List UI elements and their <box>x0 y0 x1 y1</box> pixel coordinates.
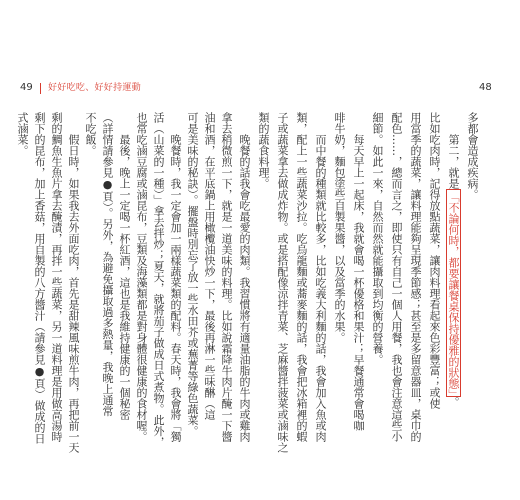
text-column: 每天早上一起床，我就會喝一杯優格和果汁；早餐通常會喝咖 <box>352 134 365 431</box>
text-column: 晚餐時，我一定會加一兩樣蔬菜類的配料。春天時，我會將「獨 <box>169 134 182 442</box>
highlighted-quote: 「不論何時，都要讓餐桌保持優雅的狀態」 <box>447 191 460 395</box>
text-column: 不吃飯。 <box>84 112 97 156</box>
right-page <box>238 0 520 500</box>
text-column: 而中餐的種類就比較多，比如吃義大利麵的話，我會加入魚或肉 <box>314 134 327 442</box>
page-number: 48 <box>479 82 492 93</box>
text-column: 拿去稍微煎一下，就是一道美味的料理。比如說霜降牛肉片醃一下醬 <box>220 112 233 442</box>
text-column: 活（山菜的一種）」拿去拌炒；夏天，就將茄子做成日式煮物。此外， <box>152 112 165 448</box>
text-column: 多都會造成疾病。 <box>466 112 479 200</box>
text-column: 可是美味的秘訣）。擺盤時別忘了放一些水田芥或蕪菁等綠色蔬菜。 <box>186 112 199 437</box>
text-column: 用當季的蔬菜，讓料理能夠呈現季節感；甚至是多留意器皿，桌巾的 <box>409 112 422 442</box>
text-column: 最後，晚上一定喝一杯紅酒，這也是我維持健康的一個秘密 <box>118 134 131 420</box>
text-column: 配色……，總而言之，即使只有自己一個人用餐，我也會注意這些小 <box>390 112 403 442</box>
text-column: 剩下的昆布，加上香菇，用自製的八方醬汁（請參見●頁）做成的日 <box>33 112 46 444</box>
running-head: 好好吃吃、好好持運動 <box>48 83 142 93</box>
text-column: 晚餐的話我會吃最愛的肉類。我習慣將有適量油脂的牛肉或雞肉 <box>238 134 251 442</box>
left-page <box>0 0 258 500</box>
text-column: 剩的鯛魚生魚片拿去醃漬，再拌一些蔬菜，另一道料理是用做高湯時 <box>50 112 63 442</box>
text-column: 子或蔬菜拿去做成炸物。或是搭配像涼拌青菜、芝麻醬拌菠菜或滷味之 <box>276 112 289 453</box>
text-segment: 。 <box>447 396 460 408</box>
text-column: （詳情請參見●頁）。另外，為避免攝取過多熱量，我晚上通常 <box>101 112 114 417</box>
text-column: 類，配上一些蔬菜沙拉。吃烏龍麵或蕎麥麵的話，我會把冰箱裡的蝦 <box>295 112 308 442</box>
text-column: 油和酒，在平底鍋上用橄欖油快炒一下，最後再淋一些味醂（這 <box>203 112 216 420</box>
page-number: 49 <box>20 82 33 93</box>
text-column: 類的蔬食料理。 <box>257 112 270 189</box>
text-segment: 第二，就是 <box>447 134 460 189</box>
text-column: 細節。如此一來，自然而然就能攝取到均衡的營養。 <box>371 112 384 365</box>
text-column: 假日時，如果我去外面吃肉，首先是甜辣風味煎牛肉，再把前一天 <box>67 134 80 453</box>
text-column: 式滷菜。 <box>16 112 29 156</box>
text-column: 也常吃滷豆腐或滷昆布，豆類及海藻類都是對身體很健康的食材喔。 <box>135 112 148 442</box>
text-column-highlight <box>447 134 459 408</box>
text-column: 啡牛奶，麵包塗些自製果醬，以及當季的水果。 <box>333 112 346 343</box>
text-column: 比如吃肉時，記得放點蔬菜，讓肉料理看起來色彩豐富；或使 <box>428 112 441 409</box>
running-head-divider <box>40 83 41 94</box>
